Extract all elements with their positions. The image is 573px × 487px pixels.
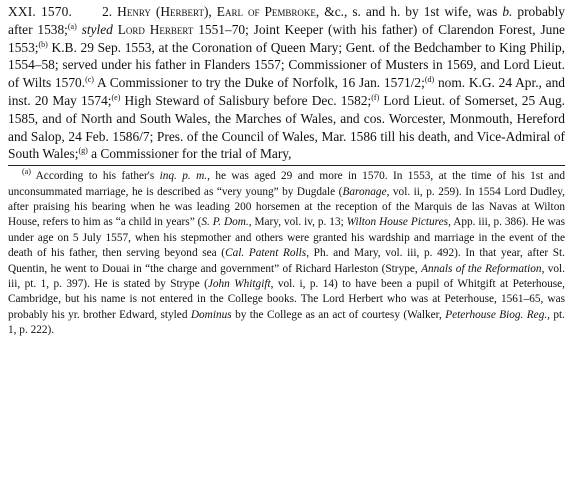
footnote-text: , vol. ii, p. 259). In 1554 Lord Dudley, after praising his bearing when he was leading 200 horsemen at the reception of the Marquis de las Navas at Wilton House, refers to him as “a child in years” ( xyxy=(8,185,565,229)
entry-person-name: Henry (Herbert), Earl of Pembroke xyxy=(117,4,316,19)
footnote-text: , Ph. and Mary, vol. iii, p. 492). In that year, after St. Quentin, he went to Douai in “the charge and government” of Richard Harleston (Strype, xyxy=(8,247,565,275)
footnote-text-italic: Wilton House Pictures xyxy=(346,216,449,229)
footnote-ref-e: (e) xyxy=(111,92,121,102)
footnote-text-italic: Annals of the Reformation xyxy=(421,262,542,275)
main-entry-paragraph xyxy=(8,3,565,163)
footnote-marker: (a) xyxy=(22,167,31,177)
entry-title-name: Lord Herbert xyxy=(112,21,194,37)
entry-text: A Commissioner to try the Duke of Norfolk, 16 Jan. 1571/2; xyxy=(93,75,425,91)
entry-text: a Commissioner for the trial of Mary, xyxy=(87,146,292,162)
footnote-text-italic: Cal. Patent Rolls xyxy=(225,247,307,260)
entry-text: probably after 1538; xyxy=(8,4,565,37)
footnote-text-italic: inq. p. m. xyxy=(159,170,208,183)
entry-text: K.B. 29 Sep. 1553, at the Coronation of Queen Mary; Gent. of the Bedchamber to King Philip, 1554–58; served under his father in Flanders 1557; Commissioner of Musters in 1569, and Lord Lieut. of Wilts 1570. xyxy=(8,39,565,91)
footnote-a xyxy=(8,169,565,338)
entry-number: XXI. xyxy=(8,4,36,19)
entry-year: 1570. xyxy=(40,4,73,19)
footnote-text: by the College as an act of courtesy (Walker, xyxy=(231,308,446,321)
footnote-text: According to his father's xyxy=(30,170,160,183)
entry-text: nom. K.G. 24 Apr., and inst. 20 May 1574; xyxy=(8,75,565,108)
footnote-divider xyxy=(8,165,565,166)
entry-text: High Steward of Salisbury before Dec. 1582; xyxy=(120,92,372,108)
footnote-text-italic: Peterhouse Biog. Reg. xyxy=(445,308,548,321)
footnote-text: , pt. 1, p. 222). xyxy=(8,308,565,337)
footnote-text: , vol. iii, pt. 1, p. 397). He is stated by Strype ( xyxy=(8,262,565,291)
footnote-text-italic: Dominus xyxy=(190,308,232,321)
entry-text-italic: styled xyxy=(81,21,113,37)
footnote-text-italic: Baronage xyxy=(342,185,387,198)
footnote-text-italic: S. P. Dom. xyxy=(201,216,249,229)
footnote-text-italic: John Whitgift xyxy=(207,278,271,291)
footnote-text: , Mary, vol. iv, p. 13; xyxy=(248,216,347,229)
entry-text: 2. xyxy=(102,4,118,19)
entry-text: , &c., s. and h. by 1st wife, was xyxy=(315,4,503,19)
entry-text: Lord Lieut. of Somerset, 25 Aug. 1585, and of North and South Wales, the Marches of Wales, and cos. Worcester, Monmouth, Hereford and Salop, 24 Feb. 1586/7; Pres. of the Council of Wales, Mar. 1586 till his death, and Vice-Admiral of South Wales; xyxy=(8,92,565,162)
footnote-text: , App. iii, p. 386). He was under age on 5 July 1557, when his stepmother and others were granted his wardship and marriage in the event of the death of his father, then serving beyond sea ( xyxy=(8,216,566,260)
footnote-ref-b: (b) xyxy=(38,39,48,49)
footnote-text: , vol. i, p. 14) to have been a pupil of Whitgift at Peterhouse, Cambridge, but his name is not entered in the College books. The Lord Herbert who was at Peterhouse, 1561–65, was probably his yr. brother Edward, styled xyxy=(8,278,565,321)
footnote-ref-d: (d) xyxy=(424,75,435,85)
entry-text-italic: b. xyxy=(502,4,513,19)
footnote-text: , he was aged 29 and more in 1570. In 1553, at the time of his 1st and unconsummated marriage, he is described as “very young” by Dugdale ( xyxy=(8,170,565,198)
footnote-ref-f: (f) xyxy=(371,92,380,102)
footnote-ref-c: (c) xyxy=(85,75,94,85)
entry-text: 1551–70; Joint Keeper (with his father) of Clarendon Forest, June 1553; xyxy=(8,21,566,55)
footnote-ref-g: (g) xyxy=(78,146,88,156)
footnote-ref-a: (a) xyxy=(67,21,77,31)
